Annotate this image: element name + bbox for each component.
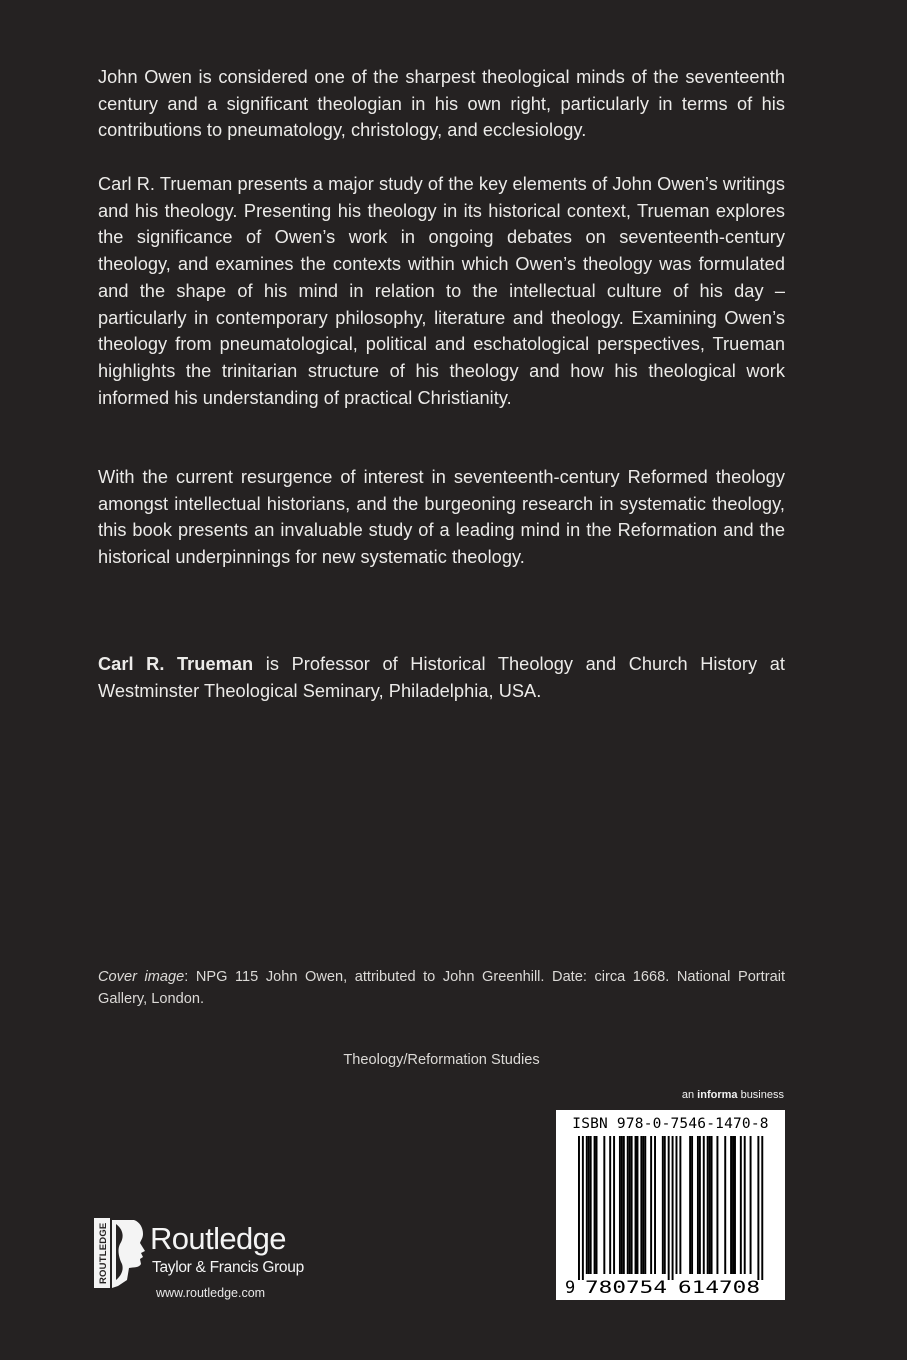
barcode-bar: [691, 1136, 693, 1274]
barcode-bar: [582, 1136, 584, 1280]
barcode-digit-lead: 9: [565, 1278, 576, 1298]
cover-credit: [98, 967, 785, 1010]
informa-tagline: [682, 1089, 784, 1101]
barcode-bar: [724, 1136, 726, 1274]
barcode-bar: [629, 1136, 631, 1274]
barcode-graphic: [556, 1110, 785, 1300]
barcode-bar: [631, 1136, 633, 1274]
barcode-bar: [697, 1136, 699, 1274]
publisher-name: Routledge: [150, 1221, 286, 1256]
barcode-digits-right: 614708: [678, 1278, 760, 1298]
barcode-bar: [740, 1136, 742, 1274]
blurb-paragraph-3: With the current resurgence of interest in seventeenth-century Reformed theology amongst intellectual historians, and the burgeoning research in systematic theology, this book presents an invaluable study of a leading mind in the Reformation and the historical underpinnings for new systematic theology.: [98, 467, 785, 568]
isbn-label: ISBN 978-0-7546-1470-8: [572, 1116, 769, 1132]
barcode-bars: [578, 1136, 763, 1280]
barcode-bar: [650, 1136, 652, 1274]
publisher-group: Taylor & Francis Group: [152, 1259, 304, 1276]
barcode-bar: [623, 1136, 625, 1274]
barcode-bar: [699, 1136, 701, 1274]
barcode-bar: [662, 1136, 664, 1274]
barcode-bar: [711, 1136, 713, 1274]
author-bio-text: is Professor of Historical Theology and Church History at Westminster Theological Seminary, Philadelphia, USA.: [98, 654, 785, 701]
barcode-bar: [730, 1136, 732, 1274]
barcode-bar: [750, 1136, 752, 1274]
barcode-bar: [637, 1136, 639, 1274]
barcode-bar: [716, 1136, 718, 1274]
barcode-bar: [703, 1136, 705, 1274]
barcode-bar: [644, 1136, 646, 1274]
barcode-bar: [707, 1136, 709, 1274]
author-name: Carl R. Trueman: [98, 654, 254, 674]
publisher-vertical-wordmark: [94, 1218, 110, 1288]
barcode-bar: [734, 1136, 736, 1274]
isbn-barcode: [556, 1110, 785, 1300]
barcode-bar: [664, 1136, 666, 1274]
barcode-bar: [627, 1136, 629, 1274]
cover-credit-text: : NPG 115 John Owen, attributed to John Greenhill. Date: circa 1668. National Portrait Gallery, London.: [98, 969, 785, 1007]
barcode-bar: [744, 1136, 746, 1274]
informa-prefix: an: [681, 1089, 698, 1101]
publisher-profile-icon: [110, 1220, 148, 1292]
barcode-bar: [596, 1136, 598, 1274]
barcode-bar: [757, 1136, 759, 1280]
barcode-bar: [676, 1136, 678, 1274]
barcode-bar: [709, 1136, 711, 1274]
informa-brand: informa: [697, 1089, 738, 1101]
blurb-paragraph-2: Carl R. Trueman presents a major study of the key elements of John Owen’s writings and his theology. Presenting his theology in its historical context, Trueman explores the significance of Owen’s work in ongoing debates on seventeenth-century theology, and examines the contexts within which Owen’s theology was formulated and the shape of his mind in relation to the intellectual culture of his day – particularly in contemporary philosophy, literature and theology. Examining Owen’s theology from pneumatological, political and eschatological perspectives, Trueman highlights the trinitarian structure of his theology and how his theological work informed his understanding of practical Christianity.: [98, 174, 785, 408]
publisher-logo: [94, 1218, 354, 1308]
barcode-bar: [609, 1136, 611, 1274]
barcode-bar: [654, 1136, 656, 1274]
subject-category: Theology/Reformation Studies: [343, 1052, 540, 1068]
barcode-bar: [613, 1136, 615, 1274]
barcode-bar: [642, 1136, 644, 1274]
publisher-url[interactable]: www.routledge.com: [156, 1286, 266, 1300]
author-bio: [98, 651, 785, 704]
barcode-bar: [586, 1136, 588, 1274]
barcode-bar: [588, 1136, 590, 1274]
publisher-vertical-text: ROUTLEDGE: [98, 1222, 109, 1284]
barcode-bar: [635, 1136, 637, 1274]
barcode-bar: [689, 1136, 691, 1274]
barcode-bar: [672, 1136, 674, 1280]
barcode-bar: [578, 1136, 580, 1280]
barcode-bar: [679, 1136, 681, 1274]
barcode-bar: [732, 1136, 734, 1274]
informa-suffix: business: [737, 1089, 784, 1101]
barcode-bar: [603, 1136, 605, 1274]
barcode-bar: [640, 1136, 642, 1274]
barcode-bar: [621, 1136, 623, 1274]
cover-credit-label: Cover image: [98, 969, 185, 985]
barcode-bar: [619, 1136, 621, 1274]
barcode-bar: [594, 1136, 596, 1274]
blurb-paragraph-1: John Owen is considered one of the sharpest theological minds of the seventeenth century and a significant theologian in his own right, particularly in terms of his contributions to pneumatology, christology, and ecclesiology.: [98, 67, 785, 141]
barcode-bar: [590, 1136, 592, 1274]
barcode-digits-left: 780754: [585, 1278, 667, 1298]
barcode-bar: [668, 1136, 670, 1280]
barcode-bar: [761, 1136, 763, 1280]
